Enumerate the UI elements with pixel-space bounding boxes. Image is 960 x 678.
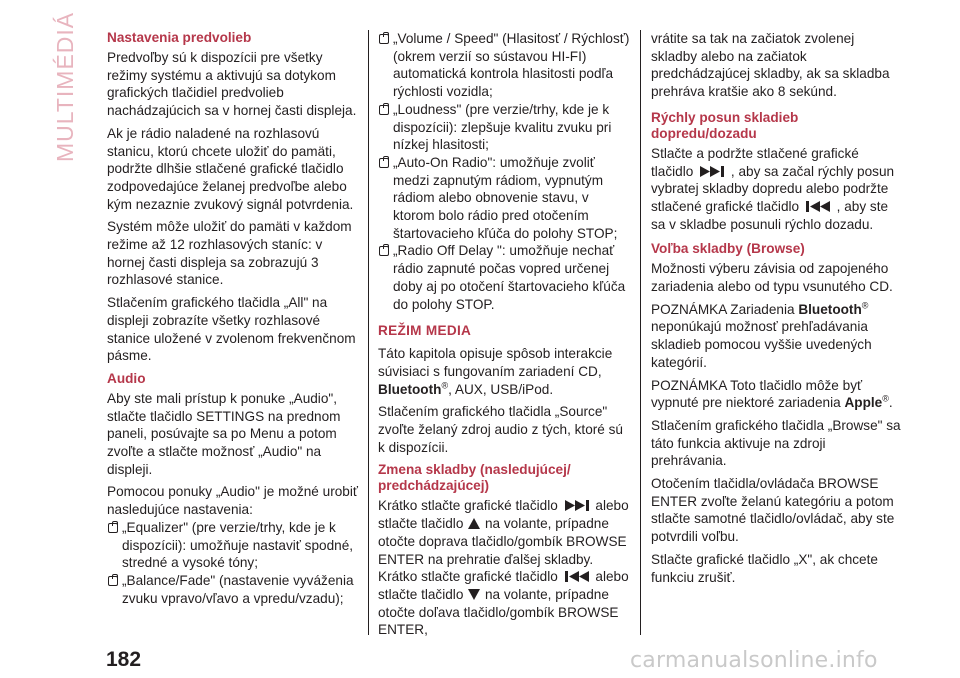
- next-track-icon: [562, 499, 592, 512]
- paragraph: Otočením tlačidla/ovládača BROWSE ENTER zvoľte želanú kategóriu a potom stlačte samotné tlačidlo/ovládač, aby ste potvrdili voľbu.: [651, 476, 895, 545]
- paragraph: Táto kapitola opisuje spôsob interakcie súvisiaci s fungovaním zariadení CD, Bluetooth®, AUX, USB/iPod.: [378, 346, 613, 397]
- brand-name: Apple: [844, 395, 883, 411]
- paragraph: Možnosti výberu závisia od zapojeného zariadenia alebo od typu vsunutého CD.: [651, 261, 893, 295]
- column-2: [378, 30, 631, 644]
- list-item: „Loudness" (pre verzie/trhy, kde je k dispozícii): zlepšuje kvalitu zvuku pri nízkej hlasitosti;: [378, 101, 631, 154]
- heading-presets: Nastavenia predvolieb: [107, 30, 252, 45]
- watermark: carmanualsonline.info: [630, 648, 878, 673]
- checkbox-bullet-icon: [379, 158, 389, 168]
- paragraph: Predvoľby sú k dispozícii pre všetky režimy systému a aktivujú sa dotykom grafických tlačidiel predvolieb nachádzajúcich sa v hornej časti displeja.: [107, 50, 357, 119]
- paragraph: Aby ste mali prístup k ponuke „Audio", stlačte tlačidlo SETTINGS na prednom paneli, posúvajte sa po Menu a potom zvoľte a stlačte možnosť „Audio" na displeji.: [107, 390, 341, 477]
- heading-fast-seek: Rýchly posun skladieb dopredu/dozadu: [651, 109, 799, 141]
- next-track-icon: [697, 165, 727, 178]
- checkbox-bullet-icon: [379, 105, 389, 115]
- list-item: „Auto-On Radio": umožňuje zvoliť medzi zapnutým rádiom, vypnutým rádiom alebo obnovenie stavu, v ktorom bolo rádio pred otočením štartovacieho kľúča do polohy STOP;: [378, 154, 631, 243]
- previous-track-icon: [803, 200, 833, 213]
- paragraph: vrátite sa tak na začiatok zvolenej skladby alebo na začiatok predchádzajúcej skladby, ak sa skladba prehráva kratšie ako 8 sekúnd.: [651, 31, 890, 100]
- heading-track-change: Zmena skladby (nasledujúcej/ predchádzajúcej): [378, 462, 571, 494]
- arrow-down-icon: [467, 588, 481, 601]
- paragraph: Pomocou ponuky „Audio" je možné urobiť nasledujúce nastavenia:: [107, 484, 358, 518]
- section-side-title: MULTIMÉDIÁ: [52, 11, 78, 162]
- page-number: 182: [106, 648, 142, 671]
- list-item: „Balance/Fade" (nastavenie vyváženia zvuku vpravo/vľavo a vpredu/vzadu);: [107, 572, 359, 607]
- checkbox-bullet-icon: [108, 576, 118, 586]
- heading-media-mode: REŽIM MEDIA: [378, 323, 472, 339]
- checkbox-bullet-icon: [379, 246, 389, 256]
- list-item: „Volume / Speed" (Hlasitosť / Rýchlosť) (okrem verzií so sústavou HI-FI) automatická kontrola hlasitosti podľa rýchlosti vozidla;: [378, 30, 631, 101]
- brand-name: Bluetooth: [798, 301, 862, 317]
- paragraph: Stlačením grafického tlačidla „Browse" sa táto funkcia aktivuje na zdroji prehrávania.: [651, 417, 901, 469]
- column-3: [651, 30, 901, 591]
- note: POZNÁMKA Toto tlačidlo môže byť vypnuté pre niektoré zariadenia Apple®.: [651, 377, 893, 411]
- note: POZNÁMKA Zariadenia Bluetooth® neponúkajú možnosť prehľadávania skladieb pomocou vyššie uvedených kategórií.: [651, 300, 872, 370]
- brand-name: Bluetooth: [378, 381, 442, 397]
- column-divider: [640, 30, 641, 635]
- paragraph: Stlačením grafického tlačidla „All" na displeji zobrazíte všetky rozhlasové stanice uložené v zvolenom frekvenčnom pásme.: [107, 295, 356, 364]
- checkbox-bullet-icon: [108, 523, 118, 533]
- column-divider: [368, 30, 369, 635]
- checkbox-bullet-icon: [379, 34, 389, 44]
- paragraph: Krátko stlačte grafické tlačidlo alebo stlačte tlačidlo na volante, prípadne otočte doprava tlačidlo/gombík BROWSE ENTER na prehratie ďalšej skladby. Krátko stlačte grafické tlačidlo alebo stlačte tlačidlo na volante, prípadne otočte doľava tlačidlo/gombík BROWSE ENTER,: [378, 498, 629, 638]
- paragraph: Stlačením grafického tlačidla „Source" zvoľte želaný zdroj audio z tých, ktoré sú k dispozícii.: [378, 404, 623, 455]
- paragraph: Stlačte a podržte stlačené grafické tlačidlo , aby sa začal rýchly posun vybratej skladby dopredu alebo podržte stlačené grafické tlačidlo , aby ste sa v skladbe posunuli rýchlo dozadu.: [651, 145, 895, 232]
- paragraph: Systém môže uložiť do pamäti v každom režime až 12 rozhlasových staníc: v hornej časti displeja sa zobrazujú 3 rozhlasové stanice.: [107, 219, 352, 288]
- arrow-up-icon: [467, 517, 481, 530]
- heading-audio: Audio: [107, 370, 146, 386]
- list-item: „Radio Off Delay ": umožňuje nechať rádio zapnuté počas vopred určenej doby aj po otočení štartovacieho kľúča do polohy STOP.: [378, 242, 631, 313]
- paragraph: Ak je rádio naladené na rozhlasovú stanicu, ktorú chcete uložiť do pamäti, podržte dlhšie stlačené grafické tlačidlo zodpovedajúce želanej predvoľbe alebo kým nezaznie zvukový signál potvrdenia.: [107, 125, 354, 212]
- list-item: „Equalizer" (pre verzie/trhy, kde je k dispozícii): umožňuje nastaviť spodné, stredné a vysoké tóny;: [107, 519, 359, 572]
- column-1: [107, 30, 359, 607]
- previous-track-icon: [562, 570, 592, 583]
- paragraph: Stlačte grafické tlačidlo „X", ak chcete funkciu zrušiť.: [651, 551, 878, 585]
- heading-browse: Voľba skladby (Browse): [651, 241, 805, 257]
